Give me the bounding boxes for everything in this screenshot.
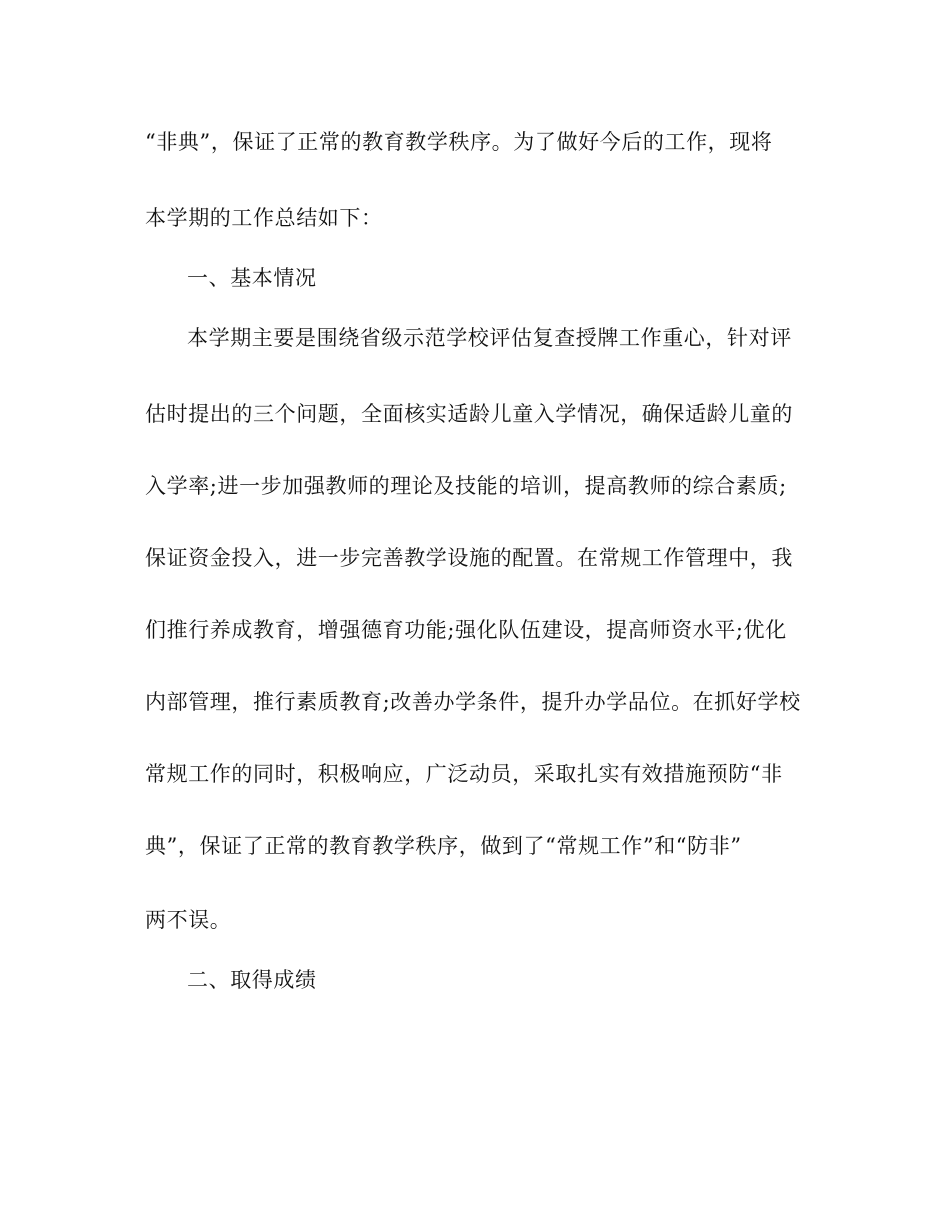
- paragraph-line: 内部管理，推行素质教育;改善办学条件，提升办学品位。在抓好学校: [145, 690, 801, 714]
- paragraph-line: 常规工作的同时，积极响应，广泛动员，采取扎实有效措施预防“非: [145, 762, 783, 786]
- paragraph-line: 本学期的工作总结如下：: [145, 206, 383, 230]
- paragraph-line: 本学期主要是围绕省级示范学校评估复查授牌工作重心，针对评: [187, 326, 792, 350]
- paragraph-line: 典”，保证了正常的教育教学秩序，做到了“常规工作”和“防非”: [145, 834, 742, 858]
- section-heading: 二、取得成绩: [187, 968, 317, 992]
- section-heading: 一、基本情况: [187, 266, 317, 290]
- paragraph-line: 入学率;进一步加强教师的理论及技能的培训，提高教师的综合素质;: [145, 474, 787, 498]
- paragraph-line: “非典”，保证了正常的教育教学秩序。为了做好今后的工作，现将: [145, 130, 773, 154]
- paragraph-line: 保证资金投入，进一步完善教学设施的配置。在常规工作管理中，我: [145, 546, 793, 570]
- paragraph-line: 两不误。: [145, 908, 232, 932]
- paragraph-line: 们推行养成教育，增强德育功能;强化队伍建设，提高师资水平;优化: [145, 618, 787, 642]
- paragraph-line: 估时提出的三个问题，全面核实适龄儿童入学情况，确保适龄儿童的: [145, 402, 793, 426]
